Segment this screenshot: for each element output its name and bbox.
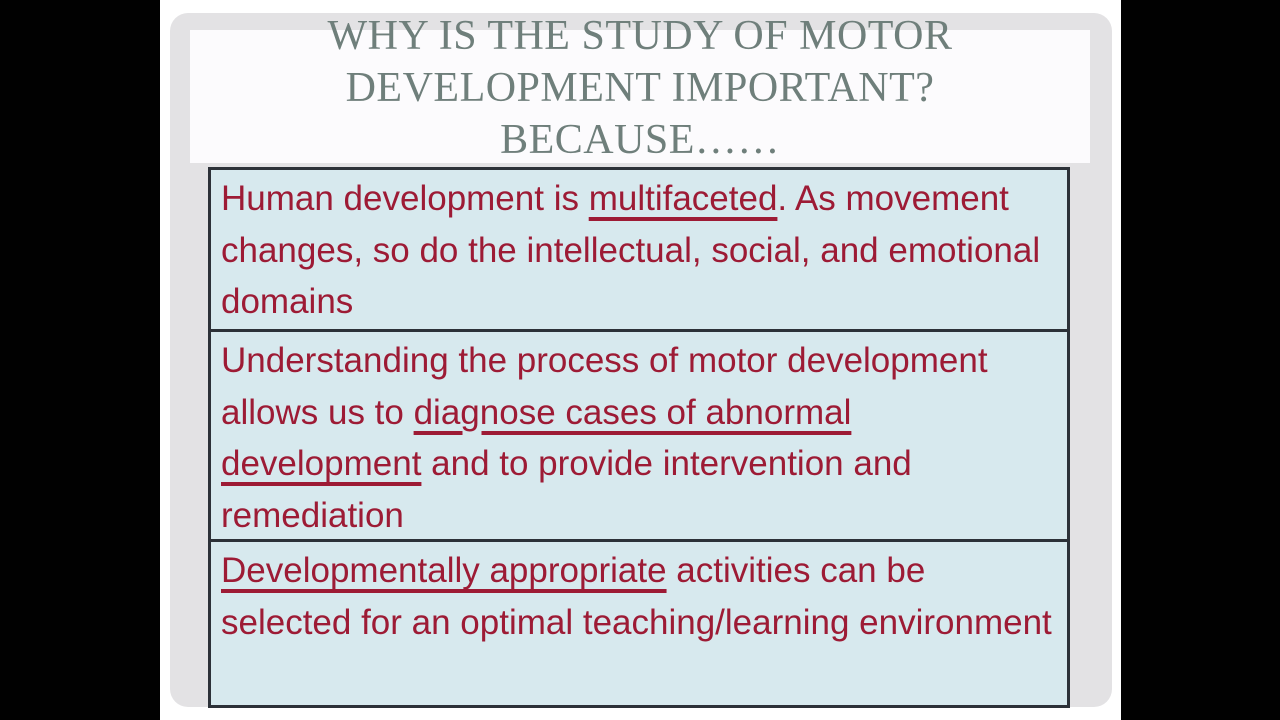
underlined-phrase: diagnose cases of abnormal development (221, 392, 852, 483)
content-box-developmentally-appropriate (208, 539, 1070, 708)
letterbox-right (1121, 0, 1280, 720)
slide-background (170, 13, 1112, 707)
content-box-diagnose (208, 329, 1070, 542)
body-text: Human development is (221, 179, 589, 218)
title-line-3: BECAUSE…… (500, 117, 780, 163)
title-box (190, 13, 1090, 163)
body-text: activities can be selected for an optimal teaching/learning environment (221, 551, 1052, 642)
content-boxes (208, 167, 1070, 708)
underlined-phrase: multifaceted (588, 179, 778, 218)
letterbox-left (0, 0, 160, 720)
title-line-2: DEVELOPMENT IMPORTANT? (345, 65, 935, 111)
body-text: and to provide intervention and remediation (221, 444, 912, 535)
title-line-1: WHY IS THE STUDY OF MOTOR (327, 13, 953, 59)
content-box-multifaceted (208, 167, 1070, 332)
body-text: Understanding the process of motor development allows us to (221, 341, 988, 432)
underlined-phrase: Developmentally appropriate (221, 551, 667, 590)
slide-title (190, 10, 1090, 166)
body-text: . As movement changes, so do the intellectual, social, and emotional domains (221, 179, 1041, 321)
